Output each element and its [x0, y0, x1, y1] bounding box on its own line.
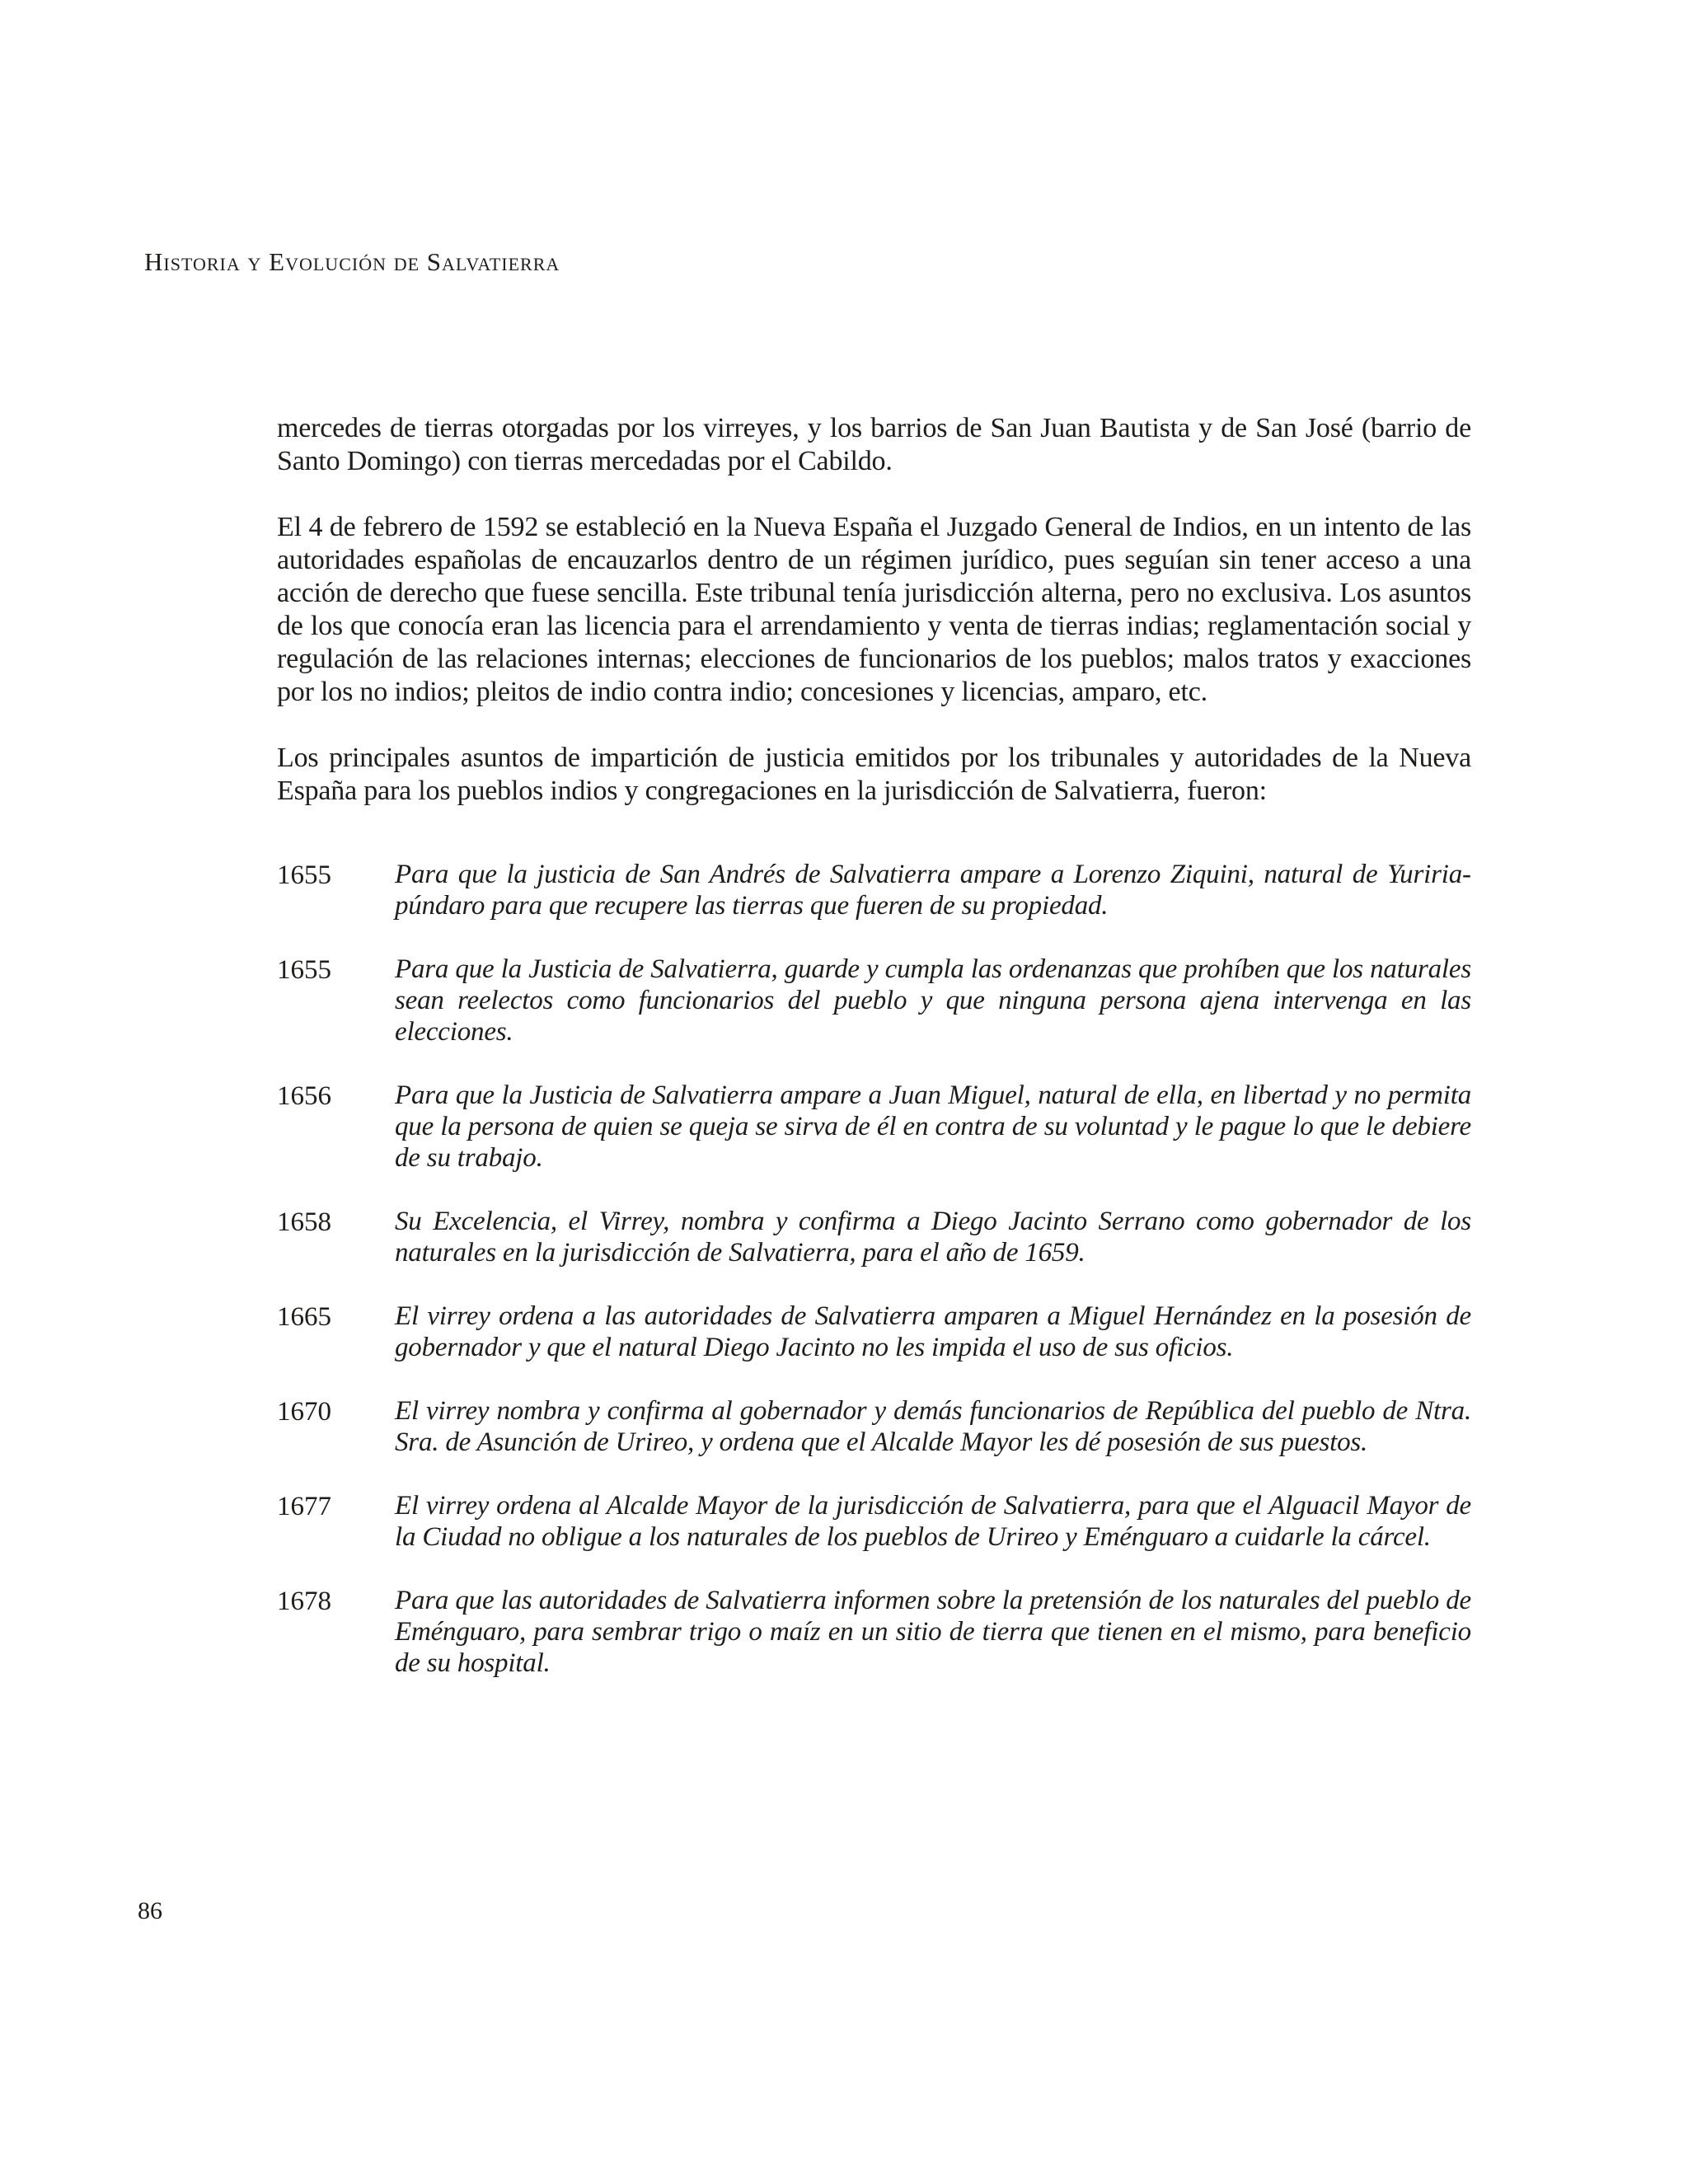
- chronology-entry: [277, 1080, 1471, 1174]
- page-number: 86: [138, 1897, 162, 1924]
- paragraph: Los principales asuntos de impartición de justicia emitidos por los tribunales y autoridades de la Nueva España para los pueblos indios y congregaciones en la jurisdicción de Salvatierra, fueron:: [277, 743, 1471, 806]
- chronology-entry: [277, 1206, 1471, 1268]
- entry-text: Su Excelencia, el Virrey, nombra y confirma a Diego Jacinto Serrano como gobernador de los naturales en la jurisdicción de Salvatierra, para el año de 1659.: [395, 1207, 1471, 1268]
- running-header: Historia y Evolución de Salvatierra: [144, 247, 560, 276]
- paragraph: El 4 de febrero de 1592 se estableció en la Nueva España el Juzgado General de Indios, en un intento de las autoridades españolas de encauzarlos dentro de un régimen jurídico, pues seguían sin tener acceso a una acción de derecho que fuese sencilla. Este tribunal tenía jurisdicción alterna, pero no exclusiva. Los asuntos de los que conocía eran las licencia para el arrendamiento y venta de tierras indias; reglamentación social y regulación de las relaciones internas; elecciones de funcionarios de los pueblos; malos tratos y exacciones por los no indios; pleitos de indio contra indio; concesiones y licencias, amparo, etc.: [277, 512, 1471, 707]
- entry-year: 1656: [277, 1081, 331, 1111]
- entry-text: Para que la justicia de San Andrés de Salvatierra ampare a Lorenzo Ziquini, natural de Yuririapúndaro para que recupere las tierras que fueren de su propiedad.: [395, 860, 1471, 921]
- entry-text: El virrey nombra y confirma al gobernador y demás funcionarios de República del pueblo de Ntra. Sra. de Asunción de Urireo, y ordena que el Alcalde Mayor les dé posesión de sus puestos.: [395, 1396, 1471, 1457]
- chronology-list: [277, 859, 1471, 1679]
- chronology-entry: [277, 1585, 1471, 1679]
- chronology-entry: [277, 1301, 1471, 1363]
- paragraph: mercedes de tierras otorgadas por los virreyes, y los barrios de San Juan Bautista y de San José (barrio de Santo Domingo) con tierras mercedadas por el Cabildo.: [277, 413, 1471, 476]
- entry-year: 1655: [277, 860, 331, 890]
- entry-year: 1655: [277, 955, 331, 985]
- entry-year: 1658: [277, 1207, 331, 1237]
- entry-text: Para que la Justicia de Salvatierra ampare a Juan Miguel, natural de ella, en libertad y no permita que la persona de quien se queja se sirva de él en contra de su voluntad y le pague lo que le debiere de su trabajo.: [395, 1080, 1471, 1173]
- entry-year: 1670: [277, 1397, 331, 1427]
- chronology-entry: [277, 1395, 1471, 1458]
- chronology-entry: [277, 1490, 1471, 1553]
- entry-text: El virrey ordena a las autoridades de Salvatierra amparen a Miguel Hernández en la posesión de gobernador y que el natural Diego Jacinto no les impida el uso de sus oficios.: [395, 1301, 1471, 1362]
- entry-text: Para que las autoridades de Salvatierra informen sobre la pretensión de los naturales del pueblo de Eménguaro, para sembrar trigo o maíz en un sitio de tierra que tienen en el mismo, para beneficio de su hospital.: [395, 1586, 1471, 1678]
- entry-text: Para que la Justicia de Salvatierra, guarde y cumpla las ordenanzas que prohíben que los naturales sean reelectos como funcionarios del pueblo y que ninguna persona ajena intervenga en las elecciones.: [395, 954, 1471, 1047]
- entry-text: El virrey ordena al Alcalde Mayor de la jurisdicción de Salvatierra, para que el Alguacil Mayor de la Ciudad no obligue a los naturales de los pueblos de Urireo y Eménguaro a cuidarle la cárcel.: [395, 1491, 1471, 1552]
- entry-year: 1665: [277, 1302, 331, 1332]
- main-content: [277, 412, 1471, 1711]
- entry-year: 1677: [277, 1492, 331, 1521]
- chronology-entry: [277, 859, 1471, 921]
- chronology-entry: [277, 954, 1471, 1047]
- entry-year: 1678: [277, 1586, 331, 1616]
